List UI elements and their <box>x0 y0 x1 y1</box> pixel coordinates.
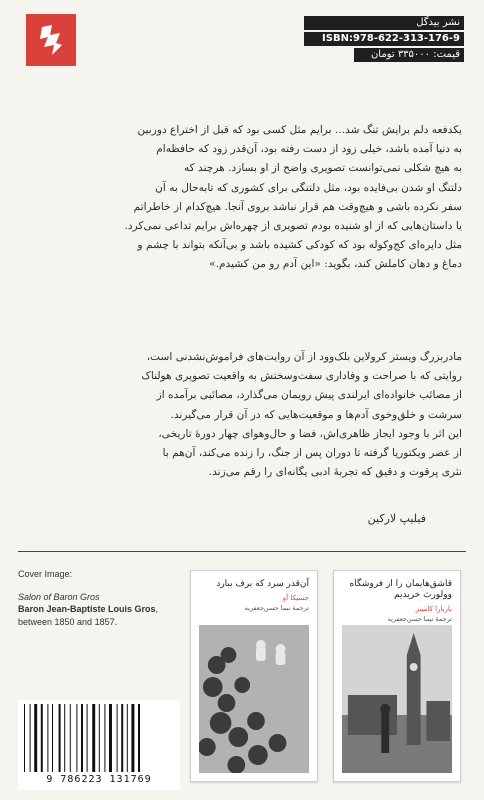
divider <box>18 551 466 552</box>
review-blurb <box>22 348 462 482</box>
book-photo <box>199 625 309 773</box>
blurb-line: این اثر با وجود ایجاز ظاهری‌اش، فضا و حال‌وهوای چهار دورهٔ تاریخی، <box>158 427 462 440</box>
novel-excerpt <box>22 121 462 275</box>
barcode-bars <box>18 700 180 774</box>
excerpt-line: مثل دایره‌ای کج‌وکوله بود که کودکی کشیده باشد و بی‌آنکه بتواند با چشم و <box>137 239 462 252</box>
book-title: آن‌قدر سرد که برف ببارد <box>216 579 309 589</box>
book-translator: ترجمهٔ نیما حسن‌جعفریه <box>387 615 452 623</box>
publisher-logo <box>26 14 76 66</box>
blurb-line: نثری پرقوت و دقیق که تجربهٔ ادبی یگانه‌ای را رقم می‌زند. <box>208 466 462 479</box>
blurb-line: از مصائب خانواده‌ای ایرلندی پیش رویمان می‌گذارد، مصائبی برآمده از <box>156 389 462 402</box>
blurb-line: مادربزرگ ویستر کرولاین بلک‌وود از آن روایت‌های فراموش‌نشدنی است، <box>146 351 462 363</box>
blurb-line: سرشت و خلق‌وخوی آدم‌ها و موقعیت‌هایی که در آن قرار می‌گیرند. <box>170 408 462 421</box>
blurb-line: از عصر ویکتوریا گرفته تا دوران پس از جنگ، را زنده می‌کند، آن‌هم با <box>162 447 462 460</box>
blurb-line: روایتی که با صراحت و وفاداری سفت‌وسختش به واقعیت تصویری هولناک <box>141 370 462 383</box>
book-author: باربارا کامینز <box>415 605 452 613</box>
excerpt-line: به دنیا آمده باشد، خیلی زود از دست رفته بود، آن‌قدر زود که حافظه‌ام <box>156 143 462 156</box>
book-title: قاشق‌هایمان را از فروشگاه وولورث خریدیم <box>349 579 452 600</box>
publisher-logo-mark-icon <box>38 23 64 57</box>
book-cover-1 <box>190 570 318 782</box>
publisher-name: نشر بیدگل <box>304 16 464 30</box>
cover-credit <box>18 568 188 628</box>
barcode-number: 9 786223 131769 <box>46 774 152 785</box>
credit-artist: Baron Jean-Baptiste Louis Gros <box>18 604 156 614</box>
excerpt-line: دماغ و دهان کاملش کند، بگوید: «این آدم رو من کشیدم.» <box>209 258 462 271</box>
excerpt-line: یا داستان‌هایی که از او شنیده بودم تصویری از چهره‌اش برایم تداعی نمی‌کرد. <box>124 220 462 233</box>
plant-photo-icon <box>199 625 309 773</box>
book-photo <box>342 625 452 773</box>
excerpt-line: دلتنگ او شدن بی‌فایده بود، مثل دلتنگی برای کشوری که تابه‌حال به آن <box>155 181 462 194</box>
excerpt-line: به هیچ شکلی نمی‌توانست تصویری واضح از او بسازد. هرچند که <box>183 162 462 175</box>
book-cover-2 <box>333 570 461 782</box>
isbn: ISBN:978-622-313-176-9 <box>304 32 464 46</box>
excerpt-line: یکدفعه دلم برایش تنگ شد... برایم مثل کسی بود که قبل از اختراع دوربین <box>137 124 462 136</box>
book-translator: ترجمهٔ نیما حسن‌جعفریه <box>244 604 309 612</box>
publisher-info <box>304 16 464 64</box>
barcode <box>18 700 180 790</box>
excerpt-line: سفر نکرده باشی و هیچ‌وقت هم قرار نباشد بروی آنجا. هیچ‌کدام از خاطراتم <box>133 200 462 213</box>
price: قیمت: ۳۳۵۰۰۰ تومان <box>354 48 464 62</box>
credit-date: , between 1850 and 1857. <box>18 604 159 627</box>
credit-heading: Cover Image: <box>18 569 73 579</box>
london-skyline-photo-icon <box>342 625 452 773</box>
reviewer-signature: فیلیپ لارکین <box>367 512 426 525</box>
credit-title: Salon of Baron Gros <box>18 591 100 602</box>
book-author: جسیکا آو <box>282 594 309 602</box>
